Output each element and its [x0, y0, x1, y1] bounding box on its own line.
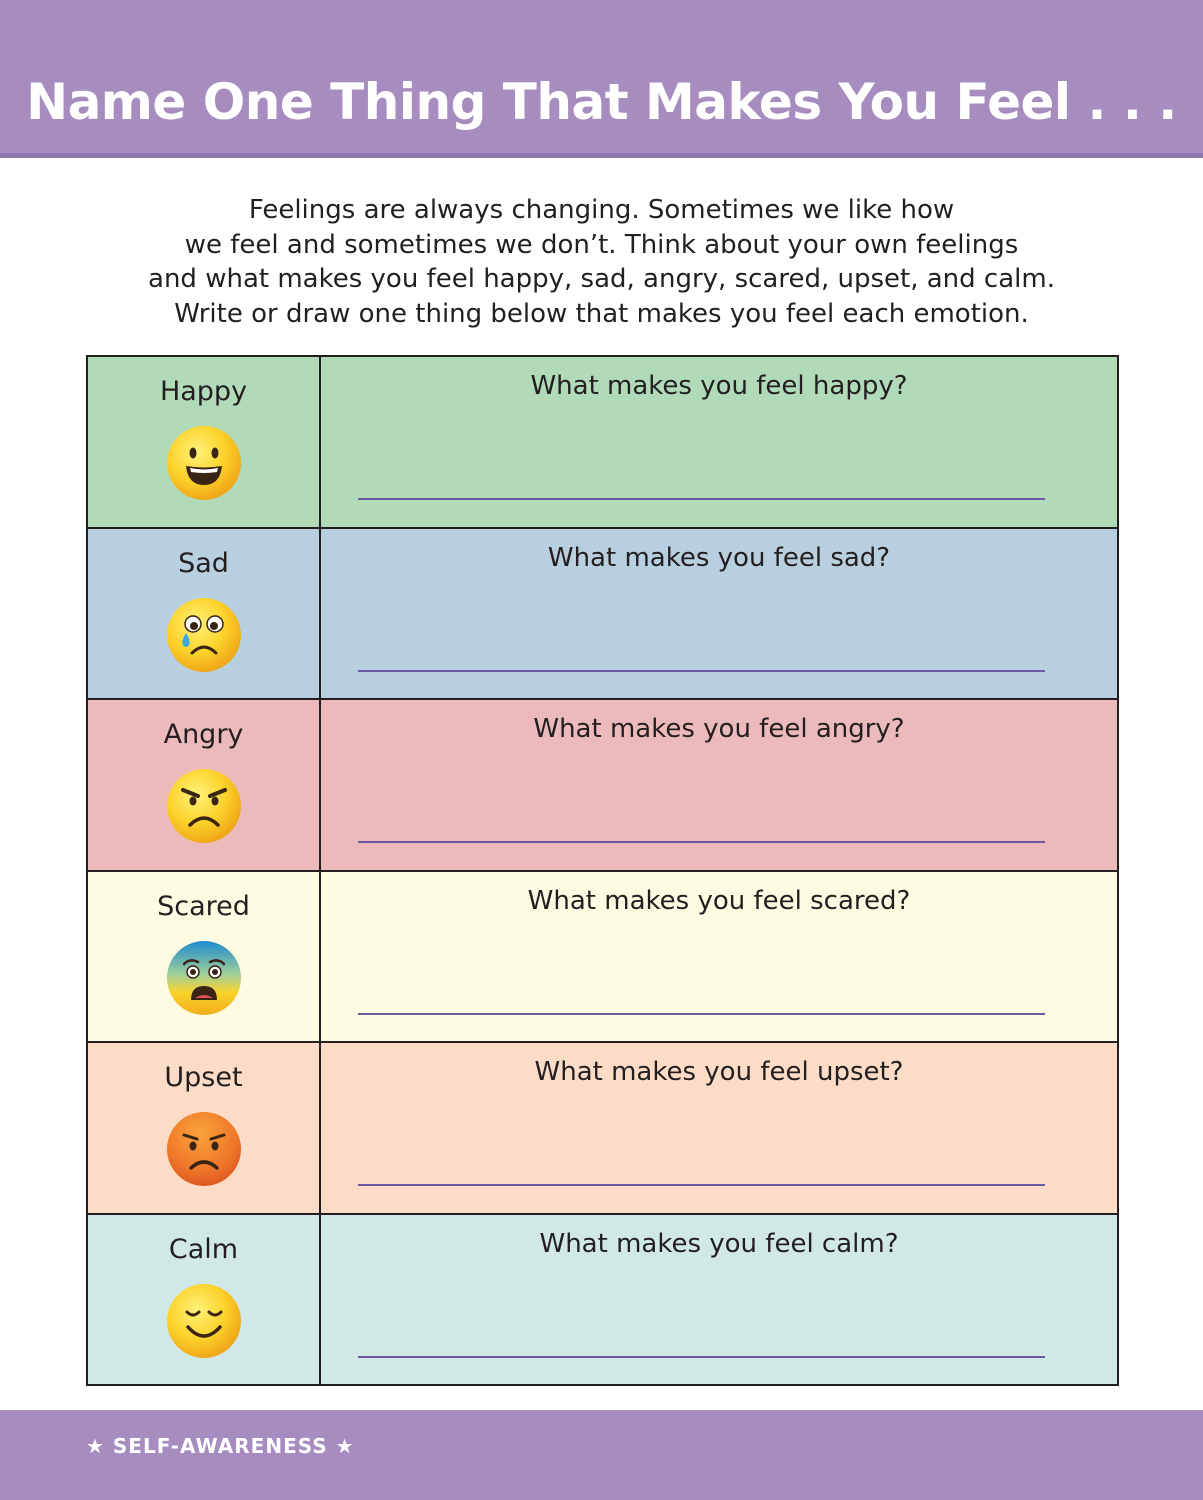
table-row [87, 699, 1118, 871]
intro-line: Feelings are always changing. Sometimes we like how [248, 195, 955, 225]
emotion-label: Scared [157, 890, 250, 922]
table-row [87, 1042, 1118, 1214]
intro-line: Write or draw one thing below that makes you feel each emotion. [174, 298, 1029, 329]
answer-line[interactable] [358, 1184, 1045, 1186]
table-row [87, 871, 1118, 1043]
crying-face-icon [166, 597, 242, 673]
answer-line[interactable] [358, 1356, 1045, 1358]
answer-cell-scared[interactable] [320, 871, 1118, 1043]
feelings-table [86, 355, 1119, 1386]
question-label: What makes you feel sad? [547, 542, 891, 573]
emotion-label: Upset [164, 1062, 243, 1093]
happy-face-icon [166, 425, 242, 501]
upset-face-icon [166, 1111, 242, 1187]
page-title: Name One Thing That Makes You Feel . . . [26, 73, 1177, 131]
emotion-label: Angry [163, 719, 244, 750]
answer-cell-angry[interactable] [320, 699, 1118, 871]
answer-cell-happy[interactable] [320, 356, 1118, 528]
answer-line[interactable] [358, 670, 1045, 672]
emotion-cell-scared [87, 871, 320, 1043]
emotion-cell-angry [87, 699, 320, 871]
answer-cell-sad[interactable] [320, 528, 1118, 700]
question-label: What makes you feel angry? [533, 714, 905, 744]
section-label: ★ SELF-AWARENESS ★ [86, 1434, 355, 1458]
emotion-label: Happy [159, 376, 248, 407]
emotion-label: Calm [168, 1233, 239, 1265]
question-label: What makes you feel upset? [534, 1057, 904, 1087]
answer-cell-calm[interactable] [320, 1214, 1118, 1386]
question-label: What makes you feel happy? [530, 371, 908, 401]
answer-cell-upset[interactable] [320, 1042, 1118, 1214]
footer-banner [0, 1410, 1203, 1500]
answer-line[interactable] [358, 1013, 1045, 1015]
emotion-cell-calm [87, 1214, 320, 1386]
intro-paragraph [100, 193, 1103, 331]
emotion-cell-happy [87, 356, 320, 528]
answer-line[interactable] [358, 498, 1045, 500]
table-row [87, 1214, 1118, 1386]
angry-face-icon [166, 768, 242, 844]
question-label: What makes you feel calm? [539, 1228, 899, 1259]
calm-face-icon [166, 1283, 242, 1359]
emotion-cell-sad [87, 528, 320, 700]
question-label: What makes you feel scared? [527, 885, 911, 916]
table-row [87, 528, 1118, 700]
emotion-label: Sad [178, 547, 229, 579]
table-row [87, 356, 1118, 528]
emotion-cell-upset [87, 1042, 320, 1214]
scared-face-icon [166, 940, 242, 1016]
answer-line[interactable] [358, 841, 1045, 843]
title-banner [0, 0, 1203, 158]
intro-line: and what makes you feel happy, sad, angry, scared, upset, and calm. [148, 264, 1055, 294]
intro-line: we feel and sometimes we don’t. Think about your own feelings [184, 229, 1019, 260]
